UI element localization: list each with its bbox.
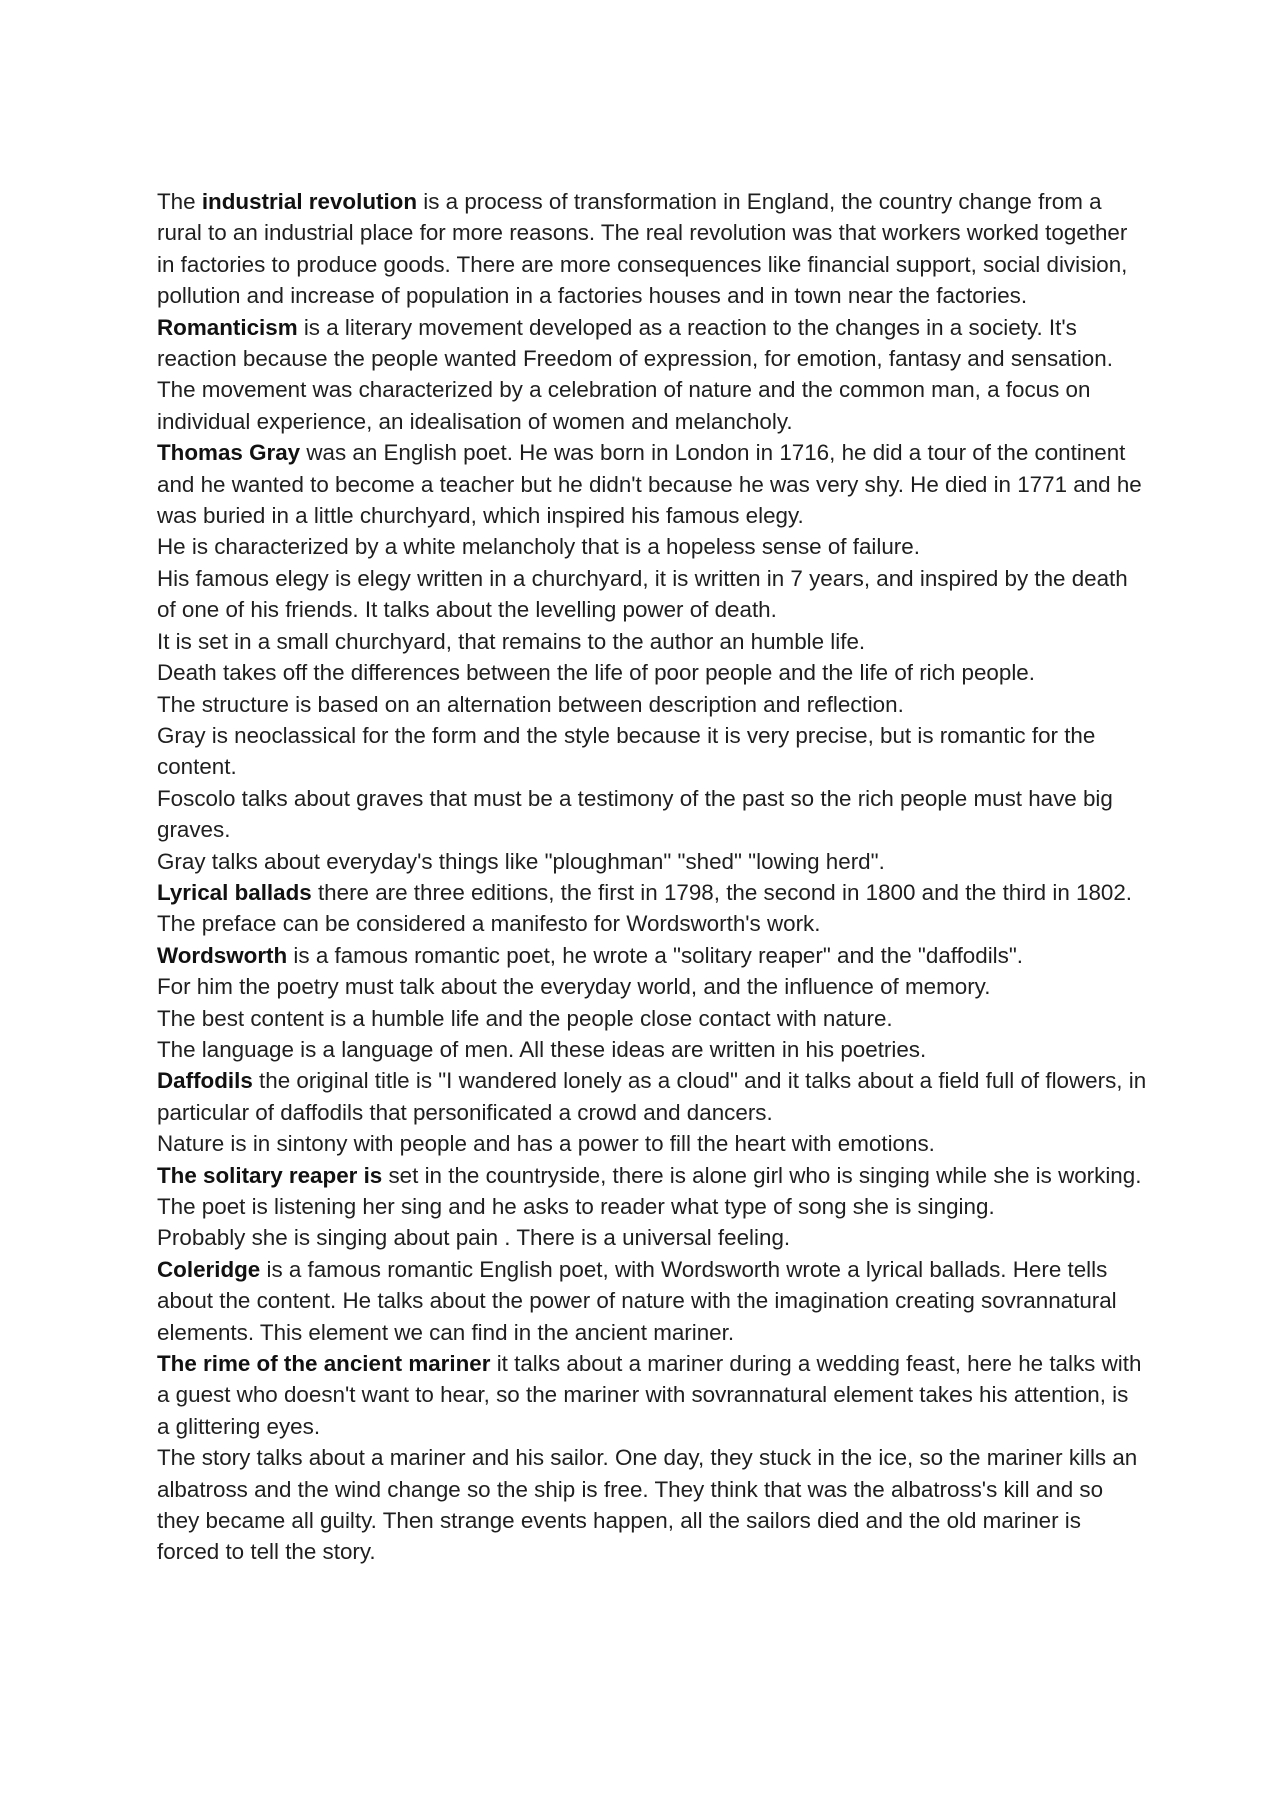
paragraph — [157, 1003, 1147, 1034]
paragraph-text: Gray is neoclassical for the form and the style because it is very precise, but is romantic for the content. — [157, 722, 1096, 780]
paragraph — [157, 1254, 1147, 1348]
paragraph-heading: Lyrical ballads — [157, 879, 312, 905]
paragraph-heading: Wordsworth — [157, 942, 288, 968]
paragraph — [157, 940, 1147, 971]
paragraph — [157, 783, 1147, 846]
paragraph — [157, 846, 1147, 877]
paragraph-text: there are three editions, the first in 1798, the second in 1800 and the third in 1802. The preface can be considered a manifesto for Wordsworth's work. — [157, 879, 1133, 937]
paragraph-heading: Coleridge — [157, 1256, 261, 1282]
paragraph-text: the original title is "I wandered lonely as a cloud" and it talks about a field full of flowers, in particular of daffodils that personificated a crowd and dancers. — [157, 1068, 1147, 1125]
paragraph — [157, 1065, 1147, 1128]
paragraph — [157, 563, 1147, 626]
paragraph-text: The story talks about a mariner and his sailor. One day, they stuck in the ice, so the mariner kills an albatross and the wind change so the ship is free. They think that was the albatross's kill and so they became all guilty. Then strange events happen, all the sailors died and the old mariner is forced to tell the story. — [157, 1445, 1138, 1565]
paragraph-text: He is characterized by a white melancholy that is a hopeless sense of failure. — [157, 534, 920, 560]
paragraph — [157, 1160, 1147, 1223]
paragraph-text: The language is a language of men. All these ideas are written in his poetries. — [157, 1036, 927, 1062]
paragraph — [157, 1034, 1147, 1065]
paragraph-text: His famous elegy is elegy written in a churchyard, it is written in 7 years, and inspired by the death of one of his friends. It talks about the levelling power of death. — [157, 565, 1128, 623]
paragraph-heading: The rime of the ancient mariner — [157, 1351, 491, 1377]
paragraph — [157, 971, 1147, 1002]
paragraph — [157, 626, 1147, 657]
paragraph-text: The best content is a humble life and the people close contact with nature. — [157, 1005, 893, 1031]
paragraph-heading: Thomas Gray — [157, 440, 301, 466]
paragraph — [157, 531, 1147, 562]
paragraph — [157, 1348, 1147, 1442]
paragraph — [157, 186, 1147, 312]
paragraph — [157, 437, 1147, 531]
paragraph-heading: Romanticism — [157, 314, 298, 340]
paragraph-text: it talks about a mariner during a wedding feast, here he talks with a guest who doesn't want to hear, so the mariner with sovrannatural element takes his attention, is a glittering eyes. — [157, 1351, 1142, 1439]
paragraph-text: is a literary movement developed as a reaction to the changes in a society. It's reaction because the people wanted Freedom of expression, for emotion, fantasy and sensation. — [157, 314, 1113, 372]
paragraph-text: is a famous romantic poet, he wrote a "solitary reaper" and the "daffodils". — [287, 942, 1024, 968]
paragraph — [157, 689, 1147, 720]
paragraph-text: Death takes off the differences between the life of poor people and the life of rich people. — [157, 660, 1035, 686]
paragraph — [157, 657, 1147, 688]
paragraph-heading: Daffodils — [157, 1068, 253, 1094]
paragraph-text: is a process of transformation in England, the country change from a rural to an industrial place for more reasons. The real revolution was that workers worked together in factories to produce goods. There are more consequences like financial support, social division, pollution and increase of population in a factories houses and in town near the factories. — [157, 189, 1128, 309]
paragraph-text: set in the countryside, there is alone girl who is singing while she is working. The poet is listening her sing and he asks to reader what type of song she is singing. — [157, 1162, 1142, 1219]
paragraph — [157, 877, 1147, 940]
paragraph-lead: The — [157, 189, 202, 214]
paragraph-heading: The solitary reaper is — [157, 1162, 383, 1188]
paragraph — [157, 720, 1147, 783]
paragraph-text: Nature is in sintony with people and has a power to fill the heart with emotions. — [157, 1131, 935, 1157]
paragraph-text: is a famous romantic English poet, with Wordsworth wrote a lyrical ballads. Here tells about the content. He talks about the power of nature with the imagination creating sovrannatural elements. This element we can find in the ancient mariner. — [157, 1256, 1117, 1345]
paragraph-text: It is set in a small churchyard, that remains to the author an humble life. — [157, 628, 866, 654]
document-body — [157, 186, 1147, 1568]
paragraph-text: For him the poetry must talk about the everyday world, and the influence of memory. — [157, 974, 991, 1000]
paragraph-text: Probably she is singing about pain . There is a universal feeling. — [157, 1225, 791, 1251]
paragraph-text: Gray talks about everyday's things like "ploughman" "shed" "lowing herd". — [157, 848, 885, 874]
paragraph-text: Foscolo talks about graves that must be a testimony of the past so the rich people must have big graves. — [157, 785, 1113, 843]
paragraph-text: was an English poet. He was born in London in 1716, he did a tour of the continent and he wanted to become a teacher but he didn't because he was very shy. He died in 1771 and he was buried in a little churchyard, which inspired his famous elegy. — [157, 440, 1142, 529]
paragraph — [157, 312, 1147, 375]
paragraph — [157, 1222, 1147, 1253]
paragraph — [157, 1442, 1147, 1568]
paragraph-text: The structure is based on an alternation between description and reflection. — [157, 691, 904, 717]
paragraph-text: The movement was characterized by a celebration of nature and the common man, a focus on individual experience, an idealisation of women and melancholy. — [157, 377, 1091, 434]
paragraph-heading: industrial revolution — [201, 189, 418, 214]
paragraph — [157, 374, 1147, 437]
paragraph — [157, 1128, 1147, 1159]
